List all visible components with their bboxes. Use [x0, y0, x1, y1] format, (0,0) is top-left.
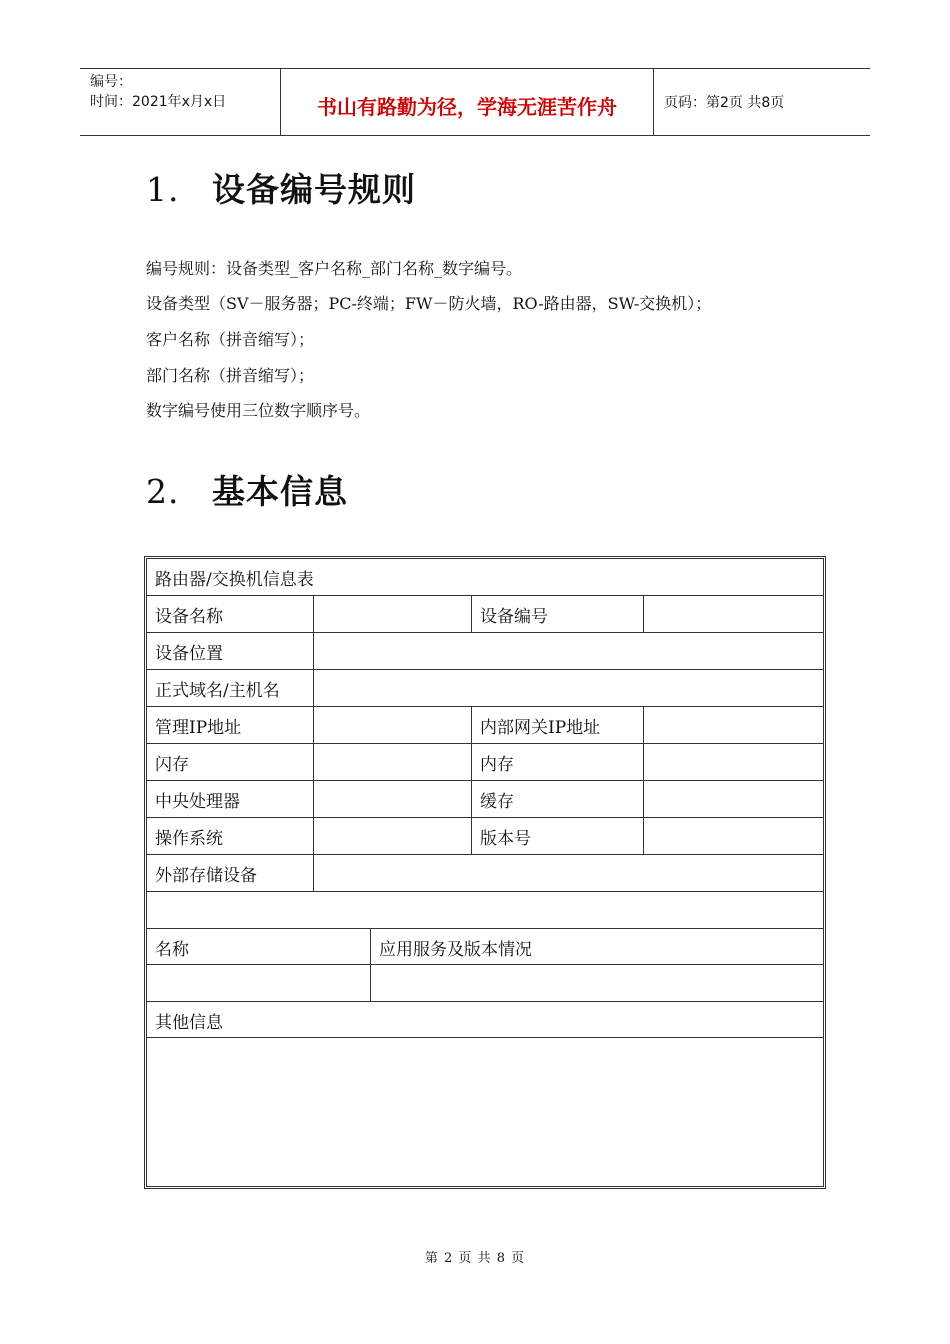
- app-service-value[interactable]: [370, 965, 823, 1001]
- cache-label: 缓存: [471, 781, 643, 817]
- table-row: [147, 855, 823, 892]
- table-row: [147, 929, 823, 965]
- header-motto: 书山有路勤为径，学海无涯苦作舟: [281, 69, 654, 135]
- customer-name-paragraph: 客户名称（拼音缩写）；: [146, 330, 315, 349]
- flash-label: 闪存: [155, 755, 189, 775]
- device-location-label: 设备位置: [155, 644, 223, 664]
- table-row: [147, 818, 823, 855]
- section2-heading: [146, 466, 348, 513]
- os-value[interactable]: [313, 818, 471, 854]
- device-name-value[interactable]: [313, 596, 471, 632]
- table-row: [147, 596, 823, 633]
- table-row: [147, 965, 823, 1002]
- other-info-label: 其他信息: [155, 1013, 223, 1033]
- section1-heading: [146, 164, 416, 211]
- table-row: [147, 781, 823, 818]
- memory-value[interactable]: [643, 744, 823, 780]
- version-value[interactable]: [643, 818, 823, 854]
- name-value[interactable]: [147, 965, 370, 1001]
- hostname-label: 正式域名/主机名: [155, 681, 280, 701]
- device-name-label: 设备名称: [155, 607, 223, 627]
- memory-label: 内存: [471, 744, 643, 780]
- page-footer: 第 2 页 共 8 页: [424, 1251, 526, 1266]
- cache-value[interactable]: [643, 781, 823, 817]
- name-column-header: 名称: [155, 940, 189, 960]
- table-row: [147, 707, 823, 744]
- table-row: [147, 670, 823, 707]
- device-location-value[interactable]: [313, 633, 823, 669]
- external-storage-value[interactable]: [313, 855, 823, 891]
- rule-paragraph: 编号规则：设备类型_客户名称_部门名称_数字编号。: [146, 259, 523, 278]
- table-row: [147, 744, 823, 781]
- header-number-label: 编号：: [90, 74, 132, 90]
- table-row: [147, 633, 823, 670]
- flash-value[interactable]: [313, 744, 471, 780]
- header-page-info: 页码：第2页 共8页: [664, 95, 785, 111]
- section1-number: 1.: [146, 170, 180, 209]
- blank-cell[interactable]: [147, 892, 823, 928]
- header-meta: [80, 69, 281, 135]
- section1-title: 设备编号规则: [212, 170, 416, 209]
- device-number-label: 设备编号: [471, 596, 643, 632]
- gateway-ip-label: 内部网关IP地址: [471, 707, 643, 743]
- cpu-value[interactable]: [313, 781, 471, 817]
- department-name-paragraph: 部门名称（拼音缩写）；: [146, 366, 315, 385]
- hostname-value[interactable]: [313, 670, 823, 706]
- table-row: [147, 1038, 823, 1186]
- table-caption: 路由器/交换机信息表: [155, 570, 314, 590]
- app-service-column-header: 应用服务及版本情况: [370, 929, 823, 964]
- page-header: [80, 68, 870, 136]
- mgmt-ip-label: 管理IP地址: [155, 718, 242, 738]
- cpu-label: 中央处理器: [155, 792, 240, 812]
- os-label: 操作系统: [155, 829, 223, 849]
- table-row: [147, 1002, 823, 1038]
- device-number-value[interactable]: [643, 596, 823, 632]
- device-type-paragraph: 设备类型（SV－服务器；PC-终端；FW－防火墙，RO-路由器，SW-交换机）；: [146, 294, 712, 313]
- number-paragraph: 数字编号使用三位数字顺序号。: [146, 401, 371, 420]
- gateway-ip-value[interactable]: [643, 707, 823, 743]
- section2-number: 2.: [146, 472, 180, 511]
- table-row: [147, 559, 823, 596]
- other-info-value[interactable]: [147, 1038, 823, 1186]
- version-label: 版本号: [471, 818, 643, 854]
- external-storage-label: 外部存储设备: [155, 866, 257, 886]
- mgmt-ip-value[interactable]: [313, 707, 471, 743]
- device-info-table: [144, 556, 826, 1189]
- header-time: 时间：2021年x月x日: [90, 94, 227, 110]
- table-row: [147, 892, 823, 929]
- section2-title: 基本信息: [212, 472, 348, 511]
